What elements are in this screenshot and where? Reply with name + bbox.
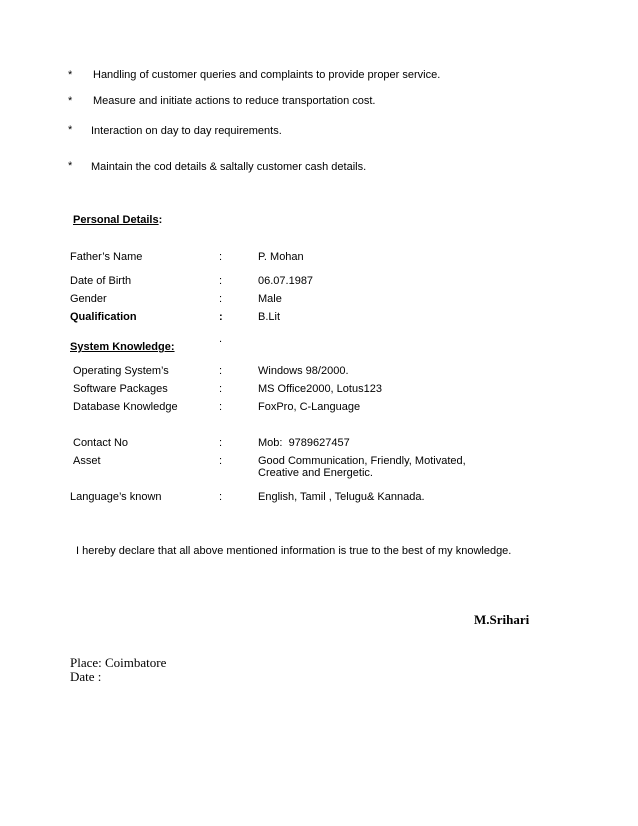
field-value: MS Office2000, Lotus123 bbox=[258, 383, 382, 395]
personal-details-heading-colon: : bbox=[158, 214, 163, 226]
field-separator: : bbox=[219, 365, 223, 377]
field-label: Gender bbox=[70, 293, 107, 305]
field-separator: : bbox=[219, 275, 223, 287]
signature-name: M.Srihari bbox=[474, 612, 530, 627]
bullet-text: Interaction on day to day requirements. bbox=[91, 125, 282, 137]
field-label: Database Knowledge bbox=[73, 401, 178, 413]
field-separator: : bbox=[219, 311, 223, 323]
field-value: Windows 98/2000. bbox=[258, 365, 349, 377]
personal-details-heading bbox=[73, 214, 162, 227]
field-value: B.Lit bbox=[258, 311, 281, 323]
bullet-text: Maintain the cod details & saltally customer cash details. bbox=[91, 161, 367, 173]
field-label: Operating System’s bbox=[73, 365, 169, 377]
bullet-marker: * bbox=[68, 69, 73, 81]
declaration-text: I hereby declare that all above mentioned information is true to the best of my knowledge. bbox=[76, 545, 512, 557]
field-separator: : bbox=[219, 293, 223, 305]
system-knowledge-heading: System Knowledge: bbox=[70, 341, 175, 353]
field-value: English, Tamil , Telugu& Kannada. bbox=[258, 491, 425, 503]
field-separator: : bbox=[219, 491, 223, 503]
field-separator: : bbox=[219, 383, 223, 395]
date-line: Date : bbox=[70, 669, 102, 684]
field-label: Date of Birth bbox=[70, 275, 132, 287]
field-label: Contact No bbox=[73, 437, 129, 449]
field-value: Good Communication, Friendly, Motivated, bbox=[258, 455, 466, 467]
field-label: Qualification bbox=[70, 311, 137, 323]
field-label: Software Packages bbox=[73, 383, 168, 395]
bullet-marker: * bbox=[68, 124, 73, 136]
field-label: Language’s known bbox=[70, 491, 162, 503]
field-separator: : bbox=[219, 455, 223, 467]
place-line: Place: Coimbatore bbox=[70, 655, 167, 670]
field-value: Creative and Energetic. bbox=[258, 467, 373, 479]
field-label: Father’s Name bbox=[70, 251, 143, 263]
bullet-text: Measure and initiate actions to reduce transportation cost. bbox=[93, 95, 376, 107]
field-separator: : bbox=[219, 251, 223, 263]
field-value: 06.07.1987 bbox=[258, 275, 314, 287]
stray-dot: . bbox=[219, 333, 223, 345]
field-separator: : bbox=[219, 401, 223, 413]
field-value: Mob: 9789627457 bbox=[258, 437, 350, 449]
personal-details-heading-text: Personal Details bbox=[73, 214, 159, 226]
field-separator: : bbox=[219, 437, 223, 449]
bullet-marker: * bbox=[68, 95, 73, 107]
field-value: Male bbox=[258, 293, 282, 305]
field-value: P. Mohan bbox=[258, 251, 304, 263]
bullet-text: Handling of customer queries and complaints to provide proper service. bbox=[93, 69, 441, 81]
field-value: FoxPro, C-Language bbox=[258, 401, 361, 413]
bullet-marker: * bbox=[68, 160, 73, 172]
field-label: Asset bbox=[73, 455, 101, 467]
